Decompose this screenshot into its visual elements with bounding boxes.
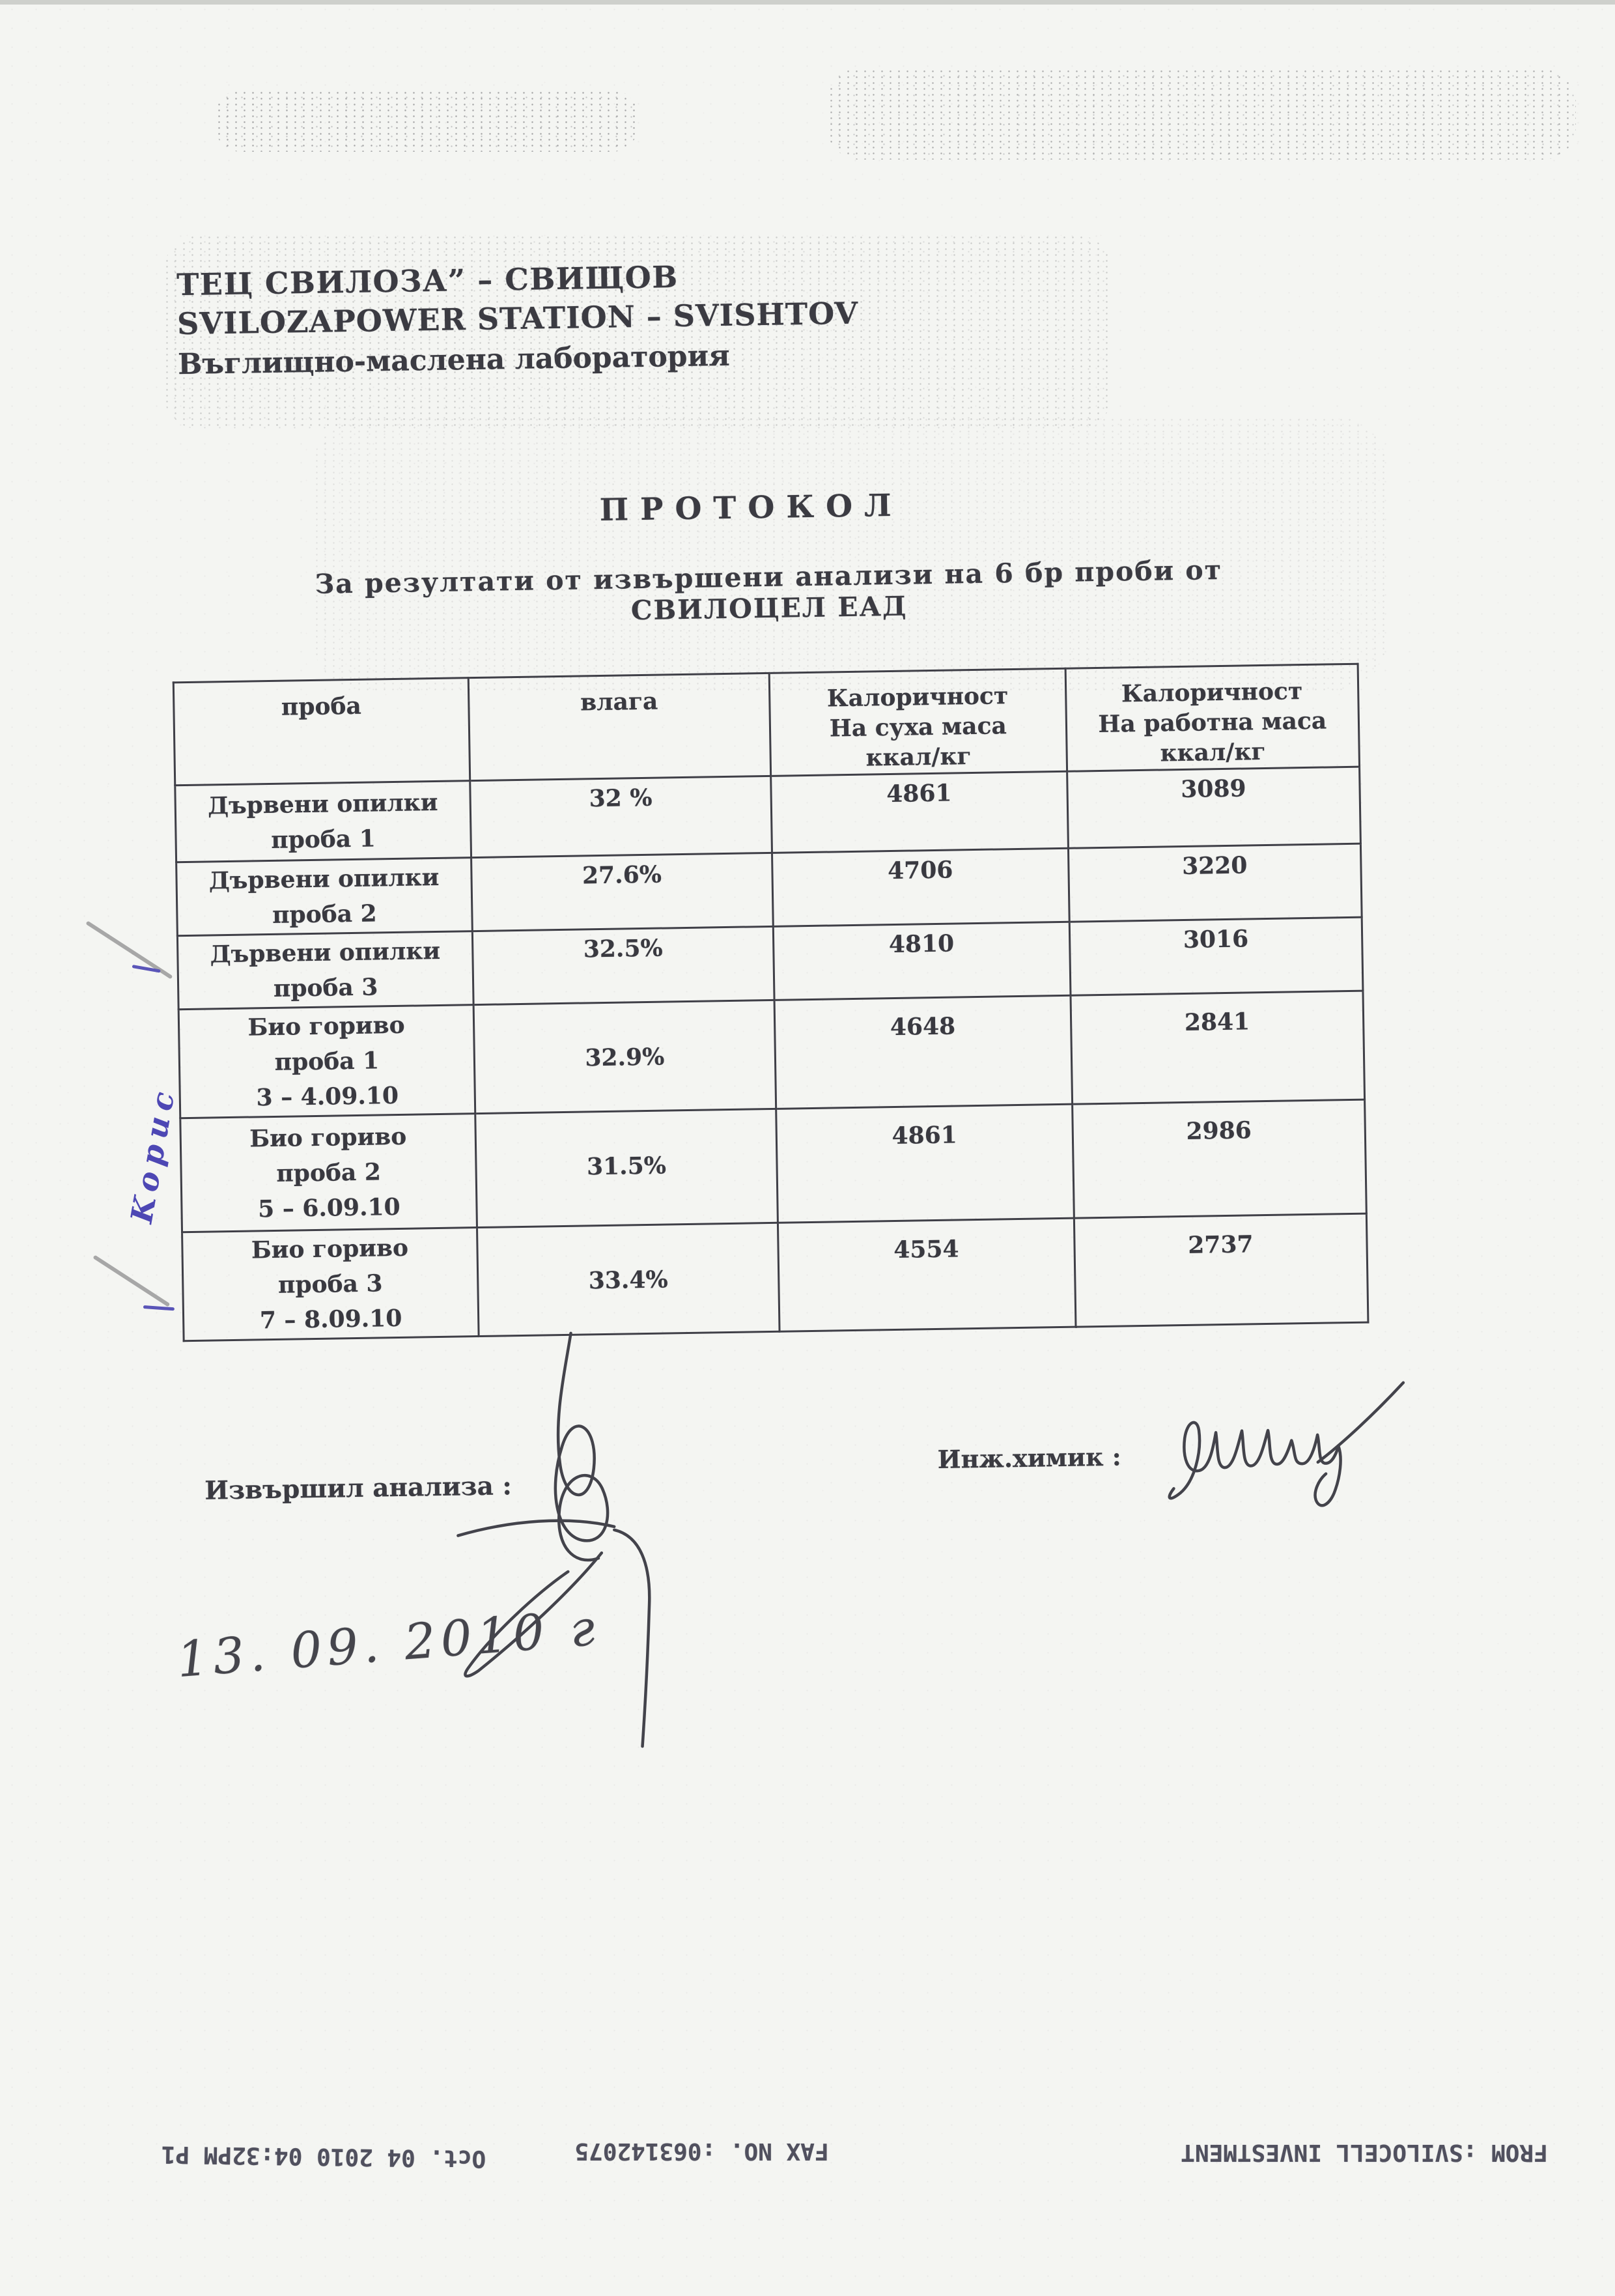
cell-sample: Био гориво проба 3 7 – 8.09.10	[182, 1228, 479, 1341]
col-header-dry-calorific: Калоричност На суха маса ккал/кг	[769, 668, 1067, 776]
fax-number-line: FAX NO. :063142075	[574, 2138, 829, 2164]
cell-working: 3016	[1069, 917, 1363, 995]
cell-dry: 4861	[776, 1104, 1074, 1223]
letterhead-line-en: SVILOZAPOWER STATION – SVISHTOV	[176, 295, 859, 342]
cell-moisture: 33.4%	[477, 1223, 779, 1337]
document-subtitle: За резултати от извършени анализи на 6 бр проби от СВИЛОЦЕЛ ЕАД	[315, 554, 1223, 627]
cell-moisture: 32.5%	[472, 927, 774, 1005]
cell-working: 2841	[1071, 991, 1365, 1104]
letterhead	[176, 259, 860, 382]
col-header-working-calorific: Калоричност На работна маса ккал/кг	[1065, 664, 1360, 771]
table-row	[180, 1099, 1367, 1232]
cell-dry: 4554	[778, 1218, 1075, 1331]
fax-from-line: FROM :SVILOCELL INVESTMENT	[1181, 2139, 1548, 2166]
col-header-sample: проба	[173, 678, 470, 786]
analyst-signature-scribble	[396, 1311, 703, 1771]
fax-datetime-line: Oct. 04 2010 04:32PM P1	[161, 2140, 486, 2172]
analyst-signature-label: Извършил анализа :	[204, 1471, 513, 1506]
cell-working: 3220	[1068, 843, 1362, 922]
letterhead-line-bg: ТЕЦ СВИЛОЗА” – СВИЩОВ	[176, 259, 679, 303]
cell-dry: 4706	[772, 848, 1069, 926]
cell-sample: Био гориво проба 1 3 – 4.09.10	[178, 1005, 475, 1118]
chemist-signature-scribble	[1153, 1364, 1429, 1518]
table-row	[182, 1213, 1368, 1341]
cell-dry: 4648	[774, 995, 1072, 1109]
cell-moisture: 27.6%	[471, 853, 773, 931]
cell-working: 2737	[1074, 1213, 1368, 1327]
cell-dry: 4810	[773, 922, 1070, 1000]
chemist-signature-label: Инж.химик :	[937, 1441, 1122, 1475]
cell-working: 3089	[1067, 767, 1360, 848]
handwritten-date: 13. 09. 2010 г	[175, 1598, 602, 1689]
cell-moisture: 32.9%	[473, 1000, 776, 1114]
cell-dry: 4861	[771, 771, 1069, 853]
cell-moisture: 31.5%	[475, 1109, 778, 1228]
table-row	[178, 991, 1364, 1118]
cell-working: 2986	[1072, 1099, 1366, 1218]
table-header-row	[173, 664, 1359, 786]
cell-sample: Дървени опилки проба 2	[176, 858, 473, 936]
cell-moisture: 32 %	[470, 776, 772, 858]
cell-sample: Дървени опилки проба 3	[177, 931, 473, 1010]
cell-sample: Дървени опилки проба 1	[175, 781, 471, 862]
document-title: ПРОТОКОЛ	[599, 487, 904, 528]
handwritten-margin-note: Kopuc	[123, 1083, 183, 1226]
results-table	[173, 663, 1369, 1342]
cell-sample: Био гориво проба 2 5 – 6.09.10	[180, 1114, 477, 1232]
col-header-moisture: влага	[468, 673, 770, 780]
letterhead-line-lab: Въглищно-маслена лаборатория	[177, 339, 731, 382]
